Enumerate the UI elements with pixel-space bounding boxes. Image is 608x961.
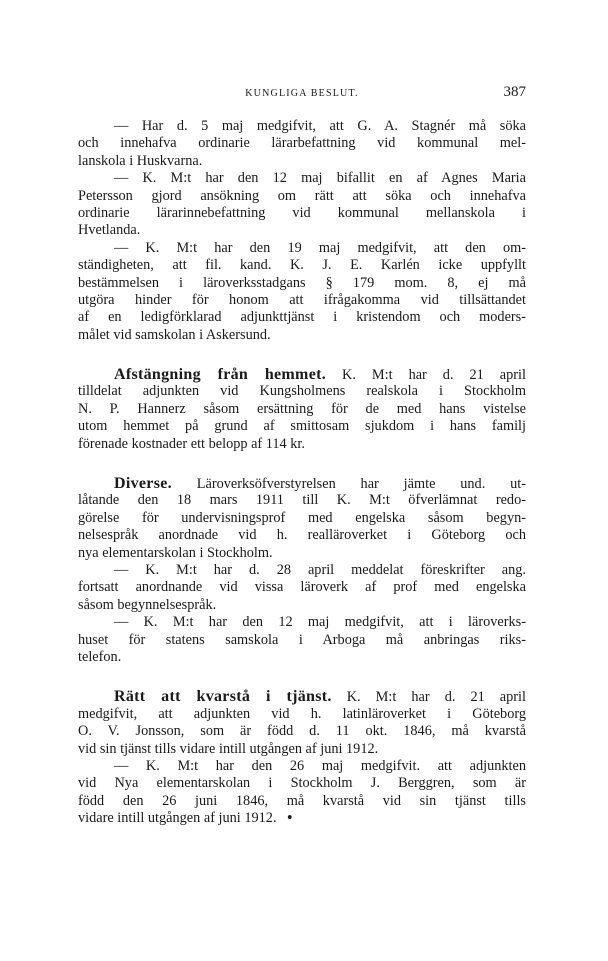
paragraph-petersson xyxy=(78,170,526,240)
running-title: KUNGLIGA BESLUT. xyxy=(245,88,359,99)
section-gap xyxy=(78,666,526,688)
text-line: förenade kostnader ett belopp af 114 kr. xyxy=(78,435,305,452)
section-heading: Afstängning från hemmet. xyxy=(114,366,327,384)
text-line: Petersson gjord ansökning om rätt att söka och innehafva xyxy=(78,187,526,204)
text-line: låtande den 18 mars 1911 till K. M:t öfverlämnat redo- xyxy=(78,492,526,509)
text-line: tilldelat adjunkten vid Kungsholmens realskola i Stockholm xyxy=(78,383,526,400)
text-line: huset för statens samskola i Arboga må anbringas riks- xyxy=(78,631,526,648)
text-line: telefon. xyxy=(78,648,122,665)
text-line: såsom begynnelsespråk. xyxy=(78,596,217,613)
text-line xyxy=(78,688,526,705)
text-line: medgifvit, att adjunkten vid h. latinläroverket i Göteborg xyxy=(78,705,526,722)
text-line: af en ledigförklarad adjunkttjänst i kristendom och moders- xyxy=(78,309,526,326)
text-line: — K. M:t har den 12 maj bifallit en af Agnes Maria xyxy=(114,170,526,187)
page-header xyxy=(78,84,526,108)
text-line: ordinarie lärarinnebefattning vid kommunal mellanskola i xyxy=(78,204,526,221)
paragraph-karlen xyxy=(78,240,526,344)
text-line: nya elementarskolan i Stockholm. xyxy=(78,544,273,561)
text-line: — K. M:t har den 26 maj medgifvit. att adjunkten xyxy=(114,757,526,774)
text-line: utom hemmet på grund af smittosam sjukdom i hans familj xyxy=(78,418,526,435)
text-line: — K. M:t har den 12 maj medgifvit, att i läroverks- xyxy=(114,614,526,631)
text-line: görelse för undervisningsprof med engelska såsom begyn- xyxy=(78,509,526,526)
text-line: N. P. Hannerz såsom ersättning för de med hans vistelse xyxy=(78,400,526,417)
section-heading: Diverse. xyxy=(114,475,172,493)
text-line: född den 26 juni 1846, må kvarstå vid sin tjänst tills xyxy=(78,792,526,809)
text-line: utgöra hinder för honom att ifrågakomma vid tillsättandet xyxy=(78,291,526,308)
page-number: 387 xyxy=(503,84,526,100)
text-line: — K. M:t har d. 28 april meddelat föreskrifter ang. xyxy=(114,561,526,578)
text-line: fortsatt anordnande vid vissa läroverk af prof med engelska xyxy=(78,579,526,596)
text-run: Läroverksöfverstyrelsen har jämte und. ut- xyxy=(196,476,526,493)
text-line: O. V. Jonsson, som är född d. 11 okt. 1846, må kvarstå xyxy=(78,723,526,740)
section-gap xyxy=(78,453,526,475)
text-line: nelsespråk anordnade vid h. realläroverket i Göteborg och xyxy=(78,527,526,544)
text-line: målet vid samskolan i Askersund. xyxy=(78,326,271,343)
text-line xyxy=(78,475,526,492)
text-line: Hvetlanda. xyxy=(78,222,141,239)
text-run: K. M:t har d. 21 april xyxy=(346,689,527,706)
paragraph-stagner xyxy=(78,118,526,170)
section-heading: Rätt att kvarstå i tjänst. xyxy=(114,688,332,706)
text-line: vid Nya elementarskolan i Stockholm J. Berggren, som är xyxy=(78,775,526,792)
section-diverse xyxy=(78,475,526,666)
text-line xyxy=(78,366,526,383)
section-afstangning xyxy=(78,366,526,453)
end-mark: • xyxy=(287,810,293,827)
text-line: — K. M:t har den 19 maj medgifvit, att den om- xyxy=(114,239,526,256)
text-run: vidare intill utgången af juni 1912. xyxy=(78,810,277,827)
text-line: vid sin tjänst tills vidare intill utgången af juni 1912. xyxy=(78,740,379,757)
text-line xyxy=(78,810,526,827)
text-run: K. M:t har d. 21 april xyxy=(342,367,527,384)
text-line: — Har d. 5 maj medgifvit, att G. A. Stagnér må söka xyxy=(114,118,526,134)
text-line: ständigheten, att fil. kand. K. J. E. Karlén icke uppfyllt xyxy=(78,257,526,274)
text-line: lanskola i Huskvarna. xyxy=(78,152,203,169)
section-ratt-att-kvarsta xyxy=(78,688,526,827)
page-body xyxy=(78,118,526,827)
text-line: och innehafva ordinarie lärarbefattning vid kommunal mel- xyxy=(78,135,526,152)
section-gap xyxy=(78,344,526,366)
text-line: bestämmelsen i läroverksstadgans § 179 mom. 8, ej må xyxy=(78,274,526,291)
